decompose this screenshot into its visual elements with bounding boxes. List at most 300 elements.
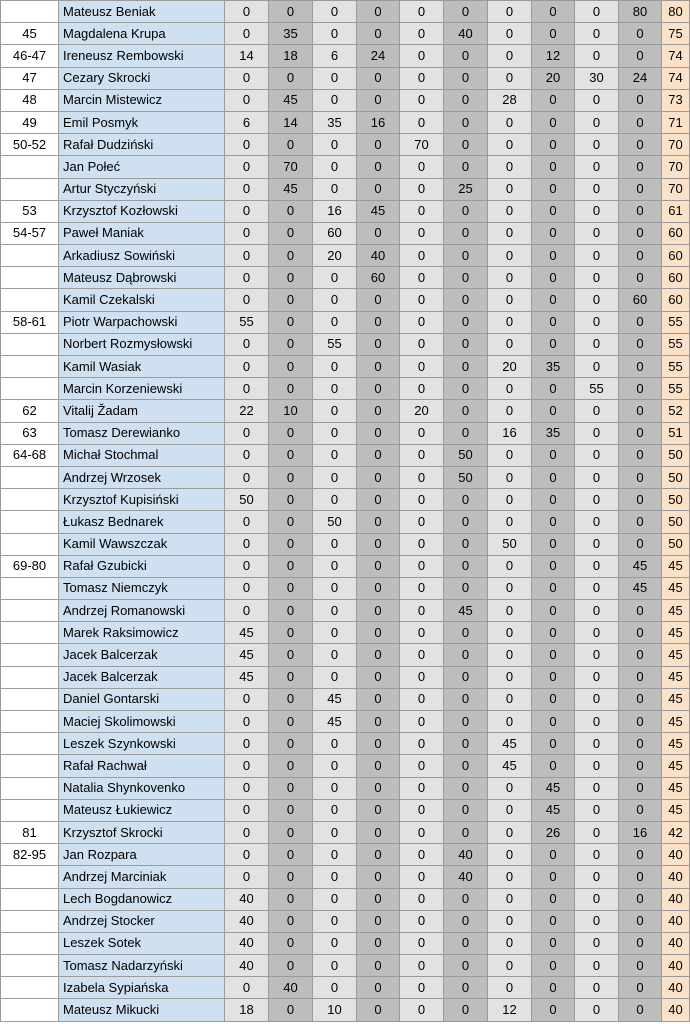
place-cell bbox=[1, 245, 59, 267]
score-cell-3: 0 bbox=[313, 444, 357, 466]
table-row bbox=[1, 466, 690, 488]
participant-name-cell: Leszek Sotek bbox=[59, 932, 225, 954]
score-cell-10: 0 bbox=[619, 866, 662, 888]
score-cell-9: 0 bbox=[575, 200, 619, 222]
score-cell-5: 0 bbox=[400, 222, 444, 244]
score-cell-8: 0 bbox=[532, 644, 575, 666]
place-cell bbox=[1, 533, 59, 555]
score-cell-2: 0 bbox=[269, 999, 313, 1021]
score-cell-3: 0 bbox=[313, 577, 357, 599]
total-score-cell: 45 bbox=[662, 644, 690, 666]
score-cell-1: 0 bbox=[225, 466, 269, 488]
place-cell bbox=[1, 289, 59, 311]
score-cell-4: 0 bbox=[357, 644, 400, 666]
score-cell-1: 6 bbox=[225, 111, 269, 133]
score-cell-6: 45 bbox=[444, 600, 488, 622]
score-cell-6: 0 bbox=[444, 67, 488, 89]
score-cell-2: 0 bbox=[269, 1, 313, 23]
score-cell-10: 60 bbox=[619, 289, 662, 311]
score-cell-2: 0 bbox=[269, 422, 313, 444]
score-cell-2: 35 bbox=[269, 23, 313, 45]
score-cell-2: 0 bbox=[269, 222, 313, 244]
score-cell-7: 0 bbox=[488, 45, 532, 67]
score-cell-9: 0 bbox=[575, 644, 619, 666]
score-cell-7: 0 bbox=[488, 600, 532, 622]
score-cell-1: 0 bbox=[225, 267, 269, 289]
score-cell-10: 0 bbox=[619, 333, 662, 355]
score-cell-1: 40 bbox=[225, 955, 269, 977]
total-score-cell: 45 bbox=[662, 600, 690, 622]
table-row bbox=[1, 134, 690, 156]
score-cell-8: 0 bbox=[532, 378, 575, 400]
score-cell-2: 0 bbox=[269, 866, 313, 888]
score-cell-7: 0 bbox=[488, 799, 532, 821]
score-cell-2: 18 bbox=[269, 45, 313, 67]
total-score-cell: 45 bbox=[662, 777, 690, 799]
score-cell-6: 0 bbox=[444, 888, 488, 910]
score-cell-9: 0 bbox=[575, 400, 619, 422]
score-cell-3: 0 bbox=[313, 622, 357, 644]
participant-name-cell: Rafał Rachwał bbox=[59, 755, 225, 777]
score-cell-1: 0 bbox=[225, 977, 269, 999]
score-cell-8: 0 bbox=[532, 311, 575, 333]
score-cell-1: 18 bbox=[225, 999, 269, 1021]
score-cell-2: 0 bbox=[269, 245, 313, 267]
place-cell bbox=[1, 622, 59, 644]
score-cell-7: 0 bbox=[488, 134, 532, 156]
score-cell-9: 0 bbox=[575, 666, 619, 688]
score-cell-10: 0 bbox=[619, 311, 662, 333]
score-cell-7: 0 bbox=[488, 156, 532, 178]
score-cell-5: 0 bbox=[400, 622, 444, 644]
score-cell-8: 0 bbox=[532, 733, 575, 755]
score-cell-9: 0 bbox=[575, 45, 619, 67]
total-score-cell: 71 bbox=[662, 111, 690, 133]
score-cell-2: 0 bbox=[269, 688, 313, 710]
score-cell-7: 0 bbox=[488, 378, 532, 400]
score-cell-10: 0 bbox=[619, 156, 662, 178]
score-cell-6: 0 bbox=[444, 777, 488, 799]
table-row bbox=[1, 178, 690, 200]
score-cell-5: 0 bbox=[400, 245, 444, 267]
score-cell-3: 35 bbox=[313, 111, 357, 133]
score-cell-1: 0 bbox=[225, 156, 269, 178]
total-score-cell: 60 bbox=[662, 245, 690, 267]
score-cell-5: 0 bbox=[400, 444, 444, 466]
score-cell-9: 0 bbox=[575, 711, 619, 733]
score-cell-2: 0 bbox=[269, 511, 313, 533]
score-cell-3: 0 bbox=[313, 378, 357, 400]
score-cell-1: 40 bbox=[225, 888, 269, 910]
table-row bbox=[1, 711, 690, 733]
score-cell-4: 0 bbox=[357, 400, 400, 422]
score-cell-5: 0 bbox=[400, 977, 444, 999]
score-cell-5: 0 bbox=[400, 644, 444, 666]
score-cell-2: 40 bbox=[269, 977, 313, 999]
score-cell-3: 0 bbox=[313, 555, 357, 577]
ranking-table-body bbox=[1, 1, 690, 1022]
score-cell-9: 0 bbox=[575, 333, 619, 355]
participant-name-cell: Mateusz Dąbrowski bbox=[59, 267, 225, 289]
score-cell-10: 0 bbox=[619, 977, 662, 999]
score-cell-4: 0 bbox=[357, 289, 400, 311]
table-row bbox=[1, 89, 690, 111]
score-cell-3: 0 bbox=[313, 888, 357, 910]
score-cell-8: 0 bbox=[532, 666, 575, 688]
score-cell-5: 0 bbox=[400, 289, 444, 311]
score-cell-4: 0 bbox=[357, 777, 400, 799]
score-cell-7: 20 bbox=[488, 356, 532, 378]
score-cell-7: 0 bbox=[488, 910, 532, 932]
score-cell-3: 6 bbox=[313, 45, 357, 67]
score-cell-10: 45 bbox=[619, 577, 662, 599]
score-cell-5: 0 bbox=[400, 555, 444, 577]
total-score-cell: 40 bbox=[662, 977, 690, 999]
score-cell-4: 0 bbox=[357, 378, 400, 400]
score-cell-5: 0 bbox=[400, 799, 444, 821]
score-cell-1: 14 bbox=[225, 45, 269, 67]
score-cell-7: 0 bbox=[488, 955, 532, 977]
score-cell-7: 0 bbox=[488, 311, 532, 333]
score-cell-3: 45 bbox=[313, 711, 357, 733]
total-score-cell: 40 bbox=[662, 910, 690, 932]
score-cell-3: 50 bbox=[313, 511, 357, 533]
score-cell-3: 0 bbox=[313, 932, 357, 954]
score-cell-1: 0 bbox=[225, 378, 269, 400]
participant-name-cell: Kamil Czekalski bbox=[59, 289, 225, 311]
score-cell-2: 0 bbox=[269, 134, 313, 156]
score-cell-6: 25 bbox=[444, 178, 488, 200]
score-cell-9: 0 bbox=[575, 777, 619, 799]
score-cell-8: 0 bbox=[532, 577, 575, 599]
score-cell-6: 50 bbox=[444, 444, 488, 466]
participant-name-cell: Rafał Gzubicki bbox=[59, 555, 225, 577]
score-cell-4: 0 bbox=[357, 511, 400, 533]
score-cell-5: 0 bbox=[400, 955, 444, 977]
score-cell-2: 0 bbox=[269, 333, 313, 355]
score-cell-8: 0 bbox=[532, 555, 575, 577]
participant-name-cell: Tomasz Derewianko bbox=[59, 422, 225, 444]
score-cell-10: 0 bbox=[619, 356, 662, 378]
score-cell-10: 0 bbox=[619, 799, 662, 821]
total-score-cell: 60 bbox=[662, 267, 690, 289]
score-cell-1: 0 bbox=[225, 422, 269, 444]
score-cell-7: 0 bbox=[488, 888, 532, 910]
score-cell-7: 0 bbox=[488, 489, 532, 511]
score-cell-8: 45 bbox=[532, 799, 575, 821]
score-cell-4: 0 bbox=[357, 1, 400, 23]
participant-name-cell: Rafał Dudziński bbox=[59, 134, 225, 156]
score-cell-5: 0 bbox=[400, 111, 444, 133]
total-score-cell: 50 bbox=[662, 489, 690, 511]
score-cell-8: 0 bbox=[532, 622, 575, 644]
score-cell-7: 0 bbox=[488, 644, 532, 666]
place-cell bbox=[1, 378, 59, 400]
score-cell-1: 0 bbox=[225, 555, 269, 577]
score-cell-4: 0 bbox=[357, 666, 400, 688]
score-cell-9: 0 bbox=[575, 733, 619, 755]
score-cell-10: 0 bbox=[619, 910, 662, 932]
score-cell-8: 35 bbox=[532, 422, 575, 444]
score-cell-6: 0 bbox=[444, 711, 488, 733]
score-cell-4: 0 bbox=[357, 910, 400, 932]
score-cell-7: 28 bbox=[488, 89, 532, 111]
score-cell-4: 0 bbox=[357, 134, 400, 156]
score-cell-9: 0 bbox=[575, 600, 619, 622]
score-cell-7: 0 bbox=[488, 622, 532, 644]
score-cell-10: 0 bbox=[619, 200, 662, 222]
place-cell bbox=[1, 888, 59, 910]
participant-name-cell: Kamil Wawszczak bbox=[59, 533, 225, 555]
score-cell-6: 0 bbox=[444, 977, 488, 999]
score-cell-4: 0 bbox=[357, 821, 400, 843]
total-score-cell: 45 bbox=[662, 755, 690, 777]
score-cell-5: 0 bbox=[400, 422, 444, 444]
score-cell-6: 0 bbox=[444, 245, 488, 267]
score-cell-3: 0 bbox=[313, 666, 357, 688]
score-cell-5: 0 bbox=[400, 511, 444, 533]
participant-name-cell: Jacek Balcerzak bbox=[59, 666, 225, 688]
score-cell-5: 0 bbox=[400, 356, 444, 378]
score-cell-6: 0 bbox=[444, 134, 488, 156]
score-cell-7: 0 bbox=[488, 289, 532, 311]
score-cell-5: 0 bbox=[400, 267, 444, 289]
score-cell-1: 0 bbox=[225, 600, 269, 622]
total-score-cell: 55 bbox=[662, 378, 690, 400]
score-cell-4: 0 bbox=[357, 755, 400, 777]
score-cell-6: 40 bbox=[444, 844, 488, 866]
score-cell-10: 0 bbox=[619, 222, 662, 244]
score-cell-8: 20 bbox=[532, 67, 575, 89]
total-score-cell: 50 bbox=[662, 466, 690, 488]
score-cell-2: 0 bbox=[269, 755, 313, 777]
place-cell: 48 bbox=[1, 89, 59, 111]
total-score-cell: 45 bbox=[662, 555, 690, 577]
score-cell-2: 0 bbox=[269, 289, 313, 311]
participant-name-cell: Artur Styczyński bbox=[59, 178, 225, 200]
place-cell bbox=[1, 666, 59, 688]
place-cell: 63 bbox=[1, 422, 59, 444]
score-cell-4: 0 bbox=[357, 222, 400, 244]
score-cell-5: 20 bbox=[400, 400, 444, 422]
place-cell bbox=[1, 932, 59, 954]
score-cell-9: 0 bbox=[575, 688, 619, 710]
score-cell-10: 0 bbox=[619, 111, 662, 133]
table-row bbox=[1, 222, 690, 244]
place-cell bbox=[1, 955, 59, 977]
score-cell-1: 0 bbox=[225, 711, 269, 733]
score-cell-2: 0 bbox=[269, 821, 313, 843]
score-cell-3: 0 bbox=[313, 23, 357, 45]
score-cell-3: 0 bbox=[313, 1, 357, 23]
total-score-cell: 55 bbox=[662, 311, 690, 333]
participant-name-cell: Marcin Korzeniewski bbox=[59, 378, 225, 400]
score-cell-4: 0 bbox=[357, 955, 400, 977]
table-row bbox=[1, 533, 690, 555]
score-cell-2: 0 bbox=[269, 777, 313, 799]
score-cell-7: 0 bbox=[488, 23, 532, 45]
score-cell-7: 0 bbox=[488, 200, 532, 222]
place-cell bbox=[1, 333, 59, 355]
total-score-cell: 55 bbox=[662, 356, 690, 378]
score-cell-7: 0 bbox=[488, 178, 532, 200]
score-cell-6: 0 bbox=[444, 489, 488, 511]
score-cell-9: 0 bbox=[575, 356, 619, 378]
place-cell bbox=[1, 466, 59, 488]
score-cell-3: 45 bbox=[313, 688, 357, 710]
score-cell-4: 0 bbox=[357, 178, 400, 200]
score-cell-4: 0 bbox=[357, 89, 400, 111]
score-cell-6: 0 bbox=[444, 45, 488, 67]
score-cell-3: 0 bbox=[313, 644, 357, 666]
table-row bbox=[1, 489, 690, 511]
score-cell-10: 0 bbox=[619, 489, 662, 511]
score-cell-10: 0 bbox=[619, 644, 662, 666]
score-cell-5: 0 bbox=[400, 910, 444, 932]
score-cell-6: 0 bbox=[444, 400, 488, 422]
score-cell-1: 50 bbox=[225, 489, 269, 511]
score-cell-10: 0 bbox=[619, 245, 662, 267]
score-cell-10: 0 bbox=[619, 511, 662, 533]
score-cell-2: 0 bbox=[269, 67, 313, 89]
score-cell-1: 0 bbox=[225, 67, 269, 89]
score-cell-2: 0 bbox=[269, 378, 313, 400]
score-cell-1: 0 bbox=[225, 844, 269, 866]
table-row bbox=[1, 999, 690, 1021]
participant-name-cell: Emil Posmyk bbox=[59, 111, 225, 133]
score-cell-6: 0 bbox=[444, 644, 488, 666]
total-score-cell: 70 bbox=[662, 156, 690, 178]
score-cell-7: 0 bbox=[488, 777, 532, 799]
score-cell-8: 0 bbox=[532, 711, 575, 733]
table-row bbox=[1, 45, 690, 67]
score-cell-7: 0 bbox=[488, 400, 532, 422]
score-cell-3: 0 bbox=[313, 89, 357, 111]
participant-name-cell: Andrzej Wrzosek bbox=[59, 466, 225, 488]
total-score-cell: 60 bbox=[662, 289, 690, 311]
score-cell-4: 0 bbox=[357, 311, 400, 333]
place-cell bbox=[1, 910, 59, 932]
participant-name-cell: Lech Bogdanowicz bbox=[59, 888, 225, 910]
total-score-cell: 45 bbox=[662, 577, 690, 599]
score-cell-10: 0 bbox=[619, 267, 662, 289]
score-cell-6: 0 bbox=[444, 821, 488, 843]
score-cell-2: 0 bbox=[269, 799, 313, 821]
place-cell bbox=[1, 977, 59, 999]
place-cell: 53 bbox=[1, 200, 59, 222]
place-cell: 82-95 bbox=[1, 844, 59, 866]
score-cell-4: 24 bbox=[357, 45, 400, 67]
score-cell-4: 0 bbox=[357, 622, 400, 644]
total-score-cell: 45 bbox=[662, 711, 690, 733]
score-cell-3: 0 bbox=[313, 178, 357, 200]
score-cell-9: 0 bbox=[575, 267, 619, 289]
score-cell-1: 0 bbox=[225, 200, 269, 222]
table-row bbox=[1, 799, 690, 821]
place-cell: 45 bbox=[1, 23, 59, 45]
place-cell: 62 bbox=[1, 400, 59, 422]
score-cell-6: 0 bbox=[444, 688, 488, 710]
total-score-cell: 52 bbox=[662, 400, 690, 422]
score-cell-4: 0 bbox=[357, 489, 400, 511]
score-cell-9: 0 bbox=[575, 622, 619, 644]
participant-name-cell: Jacek Balcerzak bbox=[59, 644, 225, 666]
total-score-cell: 74 bbox=[662, 67, 690, 89]
score-cell-3: 20 bbox=[313, 245, 357, 267]
score-cell-5: 0 bbox=[400, 866, 444, 888]
score-cell-3: 0 bbox=[313, 67, 357, 89]
score-cell-9: 0 bbox=[575, 89, 619, 111]
score-cell-9: 0 bbox=[575, 489, 619, 511]
score-cell-8: 26 bbox=[532, 821, 575, 843]
score-cell-4: 0 bbox=[357, 444, 400, 466]
place-cell bbox=[1, 777, 59, 799]
score-cell-9: 0 bbox=[575, 821, 619, 843]
place-cell bbox=[1, 644, 59, 666]
score-cell-9: 0 bbox=[575, 844, 619, 866]
table-row bbox=[1, 356, 690, 378]
score-cell-8: 0 bbox=[532, 688, 575, 710]
table-row bbox=[1, 311, 690, 333]
table-row bbox=[1, 200, 690, 222]
score-cell-7: 0 bbox=[488, 666, 532, 688]
score-cell-6: 0 bbox=[444, 533, 488, 555]
score-cell-2: 0 bbox=[269, 733, 313, 755]
score-cell-4: 0 bbox=[357, 711, 400, 733]
score-cell-6: 0 bbox=[444, 111, 488, 133]
score-cell-8: 0 bbox=[532, 200, 575, 222]
participant-name-cell: Maciej Skolimowski bbox=[59, 711, 225, 733]
score-cell-1: 0 bbox=[225, 23, 269, 45]
table-row bbox=[1, 821, 690, 843]
score-cell-4: 0 bbox=[357, 533, 400, 555]
score-cell-6: 0 bbox=[444, 932, 488, 954]
score-cell-8: 0 bbox=[532, 955, 575, 977]
participant-name-cell: Andrzej Romanowski bbox=[59, 600, 225, 622]
score-cell-8: 0 bbox=[532, 932, 575, 954]
score-cell-3: 0 bbox=[313, 600, 357, 622]
score-cell-9: 0 bbox=[575, 222, 619, 244]
participant-name-cell: Mateusz Łukiewicz bbox=[59, 799, 225, 821]
score-cell-6: 0 bbox=[444, 222, 488, 244]
participant-name-cell: Piotr Warpachowski bbox=[59, 311, 225, 333]
score-cell-8: 35 bbox=[532, 356, 575, 378]
score-cell-8: 0 bbox=[532, 267, 575, 289]
table-row bbox=[1, 955, 690, 977]
score-cell-4: 0 bbox=[357, 733, 400, 755]
score-cell-2: 0 bbox=[269, 955, 313, 977]
score-cell-3: 0 bbox=[313, 733, 357, 755]
score-cell-3: 0 bbox=[313, 866, 357, 888]
score-cell-1: 0 bbox=[225, 444, 269, 466]
score-cell-5: 0 bbox=[400, 844, 444, 866]
score-cell-2: 70 bbox=[269, 156, 313, 178]
score-cell-8: 12 bbox=[532, 45, 575, 67]
place-cell bbox=[1, 577, 59, 599]
score-cell-6: 0 bbox=[444, 200, 488, 222]
score-cell-4: 45 bbox=[357, 200, 400, 222]
score-cell-2: 0 bbox=[269, 644, 313, 666]
score-cell-6: 0 bbox=[444, 333, 488, 355]
table-row bbox=[1, 67, 690, 89]
participant-name-cell: Marcin Mistewicz bbox=[59, 89, 225, 111]
score-cell-9: 0 bbox=[575, 311, 619, 333]
score-cell-8: 0 bbox=[532, 444, 575, 466]
table-row bbox=[1, 600, 690, 622]
score-cell-5: 0 bbox=[400, 688, 444, 710]
score-cell-6: 0 bbox=[444, 267, 488, 289]
score-cell-1: 0 bbox=[225, 777, 269, 799]
